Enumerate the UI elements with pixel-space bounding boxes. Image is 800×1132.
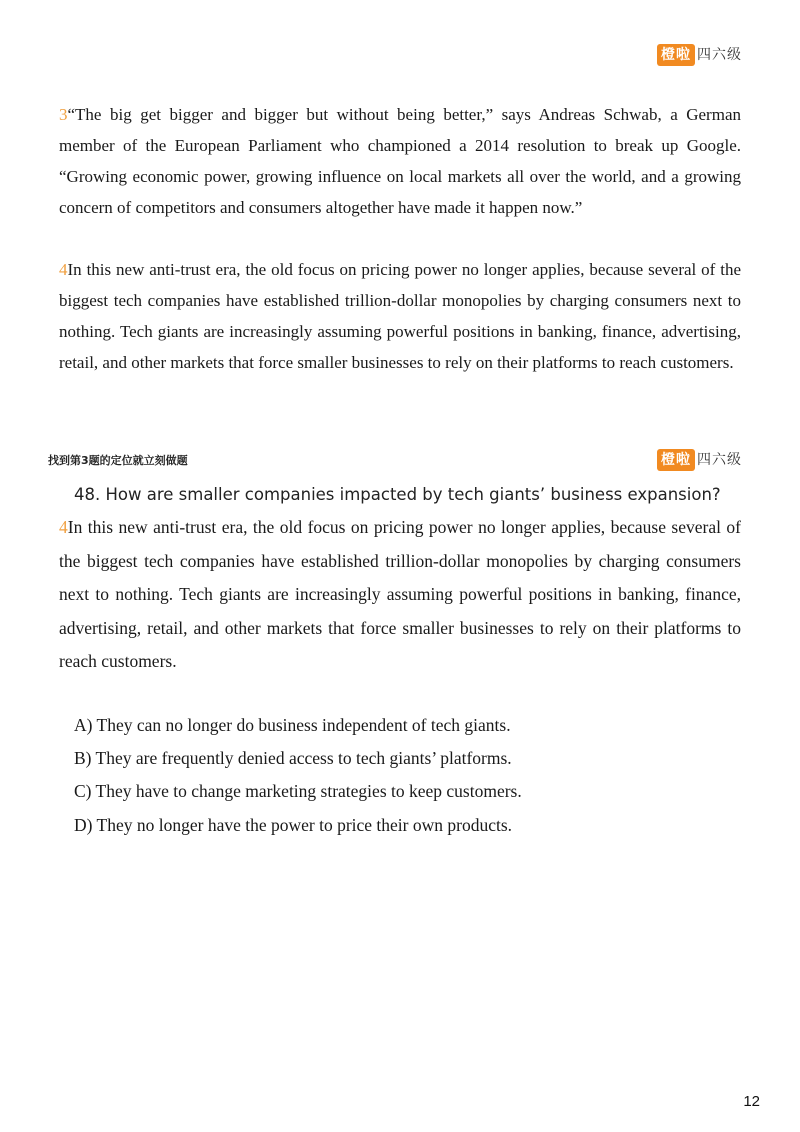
paragraph-text: “The big get bigger and bigger but without being better,” says Andreas Schwab, a German member of the European Parliament who championed a 2014 resolution to break up Google. “Growing economic power, growing influence on local markets all over the world, and a growing concern of competitors and consumers altogether have made it happen now.”	[59, 105, 741, 217]
paragraph-text: In this new anti-trust era, the old focus on pricing power no longer applies, because several of the biggest tech companies have established trillion-dollar monopolies by charging consumers next to nothing. Tech giants are increasingly assuming powerful positions in banking, finance, advertising, retail, and other markets that force smaller businesses to rely on their platforms to reach customers.	[59, 260, 741, 372]
paragraph-number: 4	[59, 260, 68, 279]
option-a: A) They can no longer do business independent of tech giants.	[74, 715, 511, 735]
logo-brand: 橙啦	[657, 44, 695, 66]
paragraph-number: 3	[59, 105, 68, 124]
option-d: D) They no longer have the power to price their own products.	[74, 814, 513, 835]
passage-paragraph-4	[59, 254, 741, 378]
logo-level: 四六级	[697, 452, 742, 468]
paragraph-number: 4	[59, 517, 68, 537]
paragraph-text: In this new anti-trust era, the old focus on pricing power no longer applies, because several of the biggest tech companies have established trillion-dollar monopolies by charging consumers next to nothing. Tech giants are increasingly assuming powerful positions in banking, finance, advertising, retail, and other markets that force smaller businesses to rely on their platforms to reach customers.	[59, 517, 741, 671]
option-c: C) They have to change marketing strategies to keep customers.	[74, 781, 522, 802]
brand-logo	[657, 44, 742, 66]
page-number: 12	[743, 1093, 760, 1110]
option-b: B) They are frequently denied access to tech giants’ platforms.	[74, 748, 512, 769]
answer-options	[74, 709, 522, 842]
brand-logo	[657, 449, 742, 471]
passage-paragraph-3	[59, 99, 741, 223]
logo-brand: 橙啦	[657, 449, 695, 471]
logo-level: 四六级	[697, 47, 742, 63]
question-48: 48. How are smaller companies impacted by tech giants’ business expansion?	[74, 485, 721, 504]
question-reference-paragraph	[59, 511, 741, 679]
section-hint: 找到第3题的定位就立刻做题	[48, 454, 188, 467]
